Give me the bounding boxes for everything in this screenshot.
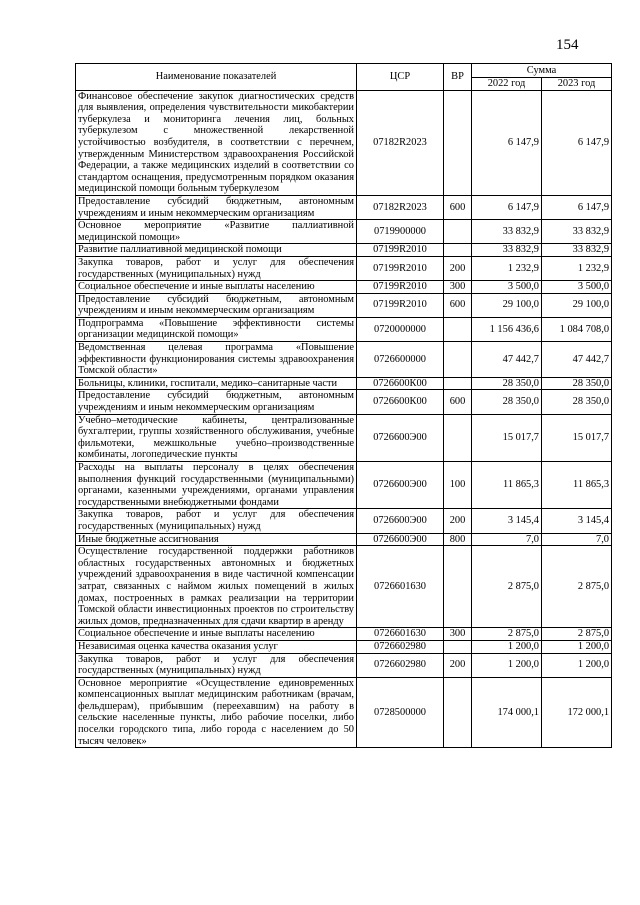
row-sum-2022-cell: 1 232,9: [472, 256, 542, 280]
header-year-2023: 2023 год: [542, 78, 612, 91]
row-vr-cell: [444, 377, 472, 390]
row-sum-2023-cell: 1 084 708,0: [542, 317, 612, 341]
row-vr-cell: 600: [444, 390, 472, 414]
row-name-cell: Социальное обеспечение и иные выплаты населению: [76, 281, 357, 294]
row-name-cell: Независимая оценка качества оказания услуг: [76, 640, 357, 653]
table-row: [76, 462, 612, 509]
row-name-cell: Закупка товаров, работ и услуг для обеспечения государственных (муниципальных) нужд: [76, 653, 357, 677]
table-row: [76, 90, 612, 195]
header-code: ЦСР: [357, 64, 444, 91]
row-sum-2023-cell: 28 350,0: [542, 390, 612, 414]
table-row: [76, 653, 612, 677]
table-row: [76, 640, 612, 653]
row-name-cell: Подпрограмма «Повышение эффективности системы организации медицинской помощи»: [76, 317, 357, 341]
row-code-cell: 07182R2023: [357, 195, 444, 219]
row-vr-cell: [444, 546, 472, 628]
row-name-cell: Учебно–методические кабинеты, централизованные бухгалтерии, группы хозяйственного обслуживания, учебные фильмотеки, межшкольные учебно–производственные комбинаты, логопедические пункты: [76, 414, 357, 461]
row-code-cell: 07199R2010: [357, 256, 444, 280]
header-year-2022: 2022 год: [472, 78, 542, 91]
table-row: [76, 195, 612, 219]
row-sum-2022-cell: 1 200,0: [472, 640, 542, 653]
row-sum-2023-cell: 6 147,9: [542, 90, 612, 195]
row-sum-2022-cell: 15 017,7: [472, 414, 542, 461]
row-vr-cell: 100: [444, 462, 472, 509]
row-code-cell: 07182R2023: [357, 90, 444, 195]
row-code-cell: 0726600К00: [357, 377, 444, 390]
row-code-cell: 0726602980: [357, 653, 444, 677]
row-sum-2023-cell: 33 832,9: [542, 244, 612, 257]
table-row: [76, 546, 612, 628]
header-sum: Сумма: [472, 64, 612, 78]
row-name-cell: Финансовое обеспечение закупок диагностических средств для выявления, определения чувствительности микобактерии туберкулеза и мониторинга лечения лиц, больных туберкулезом с множественной лекарственной устойчивостью возбудителя, в соответствии с перечнем, утвержденным Министерством здравоохранения Российской Федерации, а также медицинских изделий в соответствии со стандартом оснащения, предусмотренным порядком оказания медицинской помощи больным туберкулезом: [76, 90, 357, 195]
row-vr-cell: [444, 414, 472, 461]
row-vr-cell: 200: [444, 256, 472, 280]
row-vr-cell: 200: [444, 653, 472, 677]
row-sum-2023-cell: 2 875,0: [542, 546, 612, 628]
row-sum-2022-cell: 33 832,9: [472, 220, 542, 244]
row-name-cell: Социальное обеспечение и иные выплаты населению: [76, 628, 357, 641]
row-sum-2022-cell: 6 147,9: [472, 195, 542, 219]
row-code-cell: 0719900000: [357, 220, 444, 244]
table-row: [76, 533, 612, 546]
row-name-cell: Осуществление государственной поддержки работников областных государственных автономных и бюджетных учреждений здравоохранения в виде частичной компенсации затрат, связанных с наймом жилых помещений в жилых домах, построенных в рамках реализации на территории Томской области инвестиционных проектов по строительству жилых домов, предназначенных для сдачи квартир в аренду: [76, 546, 357, 628]
row-vr-cell: 300: [444, 281, 472, 294]
row-code-cell: 0720000000: [357, 317, 444, 341]
row-sum-2023-cell: 2 875,0: [542, 628, 612, 641]
row-sum-2022-cell: 174 000,1: [472, 677, 542, 748]
row-name-cell: Предоставление субсидий бюджетным, автономным учреждениям и иным некоммерческим организациям: [76, 293, 357, 317]
table-row: [76, 390, 612, 414]
row-code-cell: 0726601630: [357, 546, 444, 628]
row-name-cell: Иные бюджетные ассигнования: [76, 533, 357, 546]
row-code-cell: 0726600К00: [357, 390, 444, 414]
row-name-cell: Закупка товаров, работ и услуг для обеспечения государственных (муниципальных) нужд: [76, 256, 357, 280]
row-name-cell: Предоставление субсидий бюджетным, автономным учреждениям и иным некоммерческим организациям: [76, 195, 357, 219]
row-vr-cell: [444, 342, 472, 378]
row-name-cell: Основное мероприятие «Осуществление единовременных компенсационных выплат медицинским работникам (врачам, фельдшерам), прибывшим (переехавшим) на работу в сельские населенные пункты, либо рабочие поселки, либо поселки городского типа, либо города с населением до 50 тысяч человек»: [76, 677, 357, 748]
header-name: Наименование показателей: [76, 64, 357, 91]
row-name-cell: Ведомственная целевая программа «Повышение эффективности функционирования системы здравоохранения Томской области»: [76, 342, 357, 378]
row-sum-2022-cell: 29 100,0: [472, 293, 542, 317]
row-sum-2023-cell: 1 200,0: [542, 640, 612, 653]
row-sum-2023-cell: 47 442,7: [542, 342, 612, 378]
row-sum-2022-cell: 1 200,0: [472, 653, 542, 677]
row-name-cell: Расходы на выплаты персоналу в целях обеспечения выполнения функций государственными (муниципальными) органами, казенными учреждениями, органами управления государственными внебюджетными фондами: [76, 462, 357, 509]
table-header: [76, 64, 612, 91]
table-row: [76, 281, 612, 294]
row-vr-cell: [444, 317, 472, 341]
row-code-cell: 0726600Э00: [357, 414, 444, 461]
row-name-cell: Закупка товаров, работ и услуг для обеспечения государственных (муниципальных) нужд: [76, 509, 357, 533]
row-sum-2023-cell: 11 865,3: [542, 462, 612, 509]
table-body: [76, 90, 612, 748]
row-sum-2023-cell: 15 017,7: [542, 414, 612, 461]
row-sum-2022-cell: 2 875,0: [472, 628, 542, 641]
row-sum-2023-cell: 3 500,0: [542, 281, 612, 294]
table-row: [76, 317, 612, 341]
row-vr-cell: 800: [444, 533, 472, 546]
row-sum-2023-cell: 7,0: [542, 533, 612, 546]
row-code-cell: 07199R2010: [357, 244, 444, 257]
table-row: [76, 509, 612, 533]
table-row: [76, 244, 612, 257]
row-vr-cell: [444, 220, 472, 244]
row-sum-2022-cell: 11 865,3: [472, 462, 542, 509]
row-code-cell: 0726600Э00: [357, 462, 444, 509]
row-sum-2022-cell: 1 156 436,6: [472, 317, 542, 341]
row-sum-2022-cell: 28 350,0: [472, 390, 542, 414]
row-code-cell: 0726600Э00: [357, 509, 444, 533]
row-name-cell: Больницы, клиники, госпитали, медико–санитарные части: [76, 377, 357, 390]
table-row: [76, 677, 612, 748]
table-row: [76, 220, 612, 244]
row-sum-2022-cell: 3 500,0: [472, 281, 542, 294]
row-code-cell: 0726600000: [357, 342, 444, 378]
header-vr: ВР: [444, 64, 472, 91]
row-sum-2023-cell: 1 232,9: [542, 256, 612, 280]
row-code-cell: 0726600Э00: [357, 533, 444, 546]
table-row: [76, 342, 612, 378]
row-vr-cell: [444, 640, 472, 653]
table-row: [76, 256, 612, 280]
row-code-cell: 0726601630: [357, 628, 444, 641]
row-code-cell: 0726602980: [357, 640, 444, 653]
row-sum-2023-cell: 33 832,9: [542, 220, 612, 244]
row-sum-2022-cell: 47 442,7: [472, 342, 542, 378]
row-vr-cell: 200: [444, 509, 472, 533]
row-code-cell: 07199R2010: [357, 281, 444, 294]
row-name-cell: Предоставление субсидий бюджетным, автономным учреждениям и иным некоммерческим организациям: [76, 390, 357, 414]
row-vr-cell: 600: [444, 195, 472, 219]
row-name-cell: Развитие паллиативной медицинской помощи: [76, 244, 357, 257]
table-row: [76, 414, 612, 461]
row-sum-2023-cell: 28 350,0: [542, 377, 612, 390]
row-sum-2023-cell: 172 000,1: [542, 677, 612, 748]
row-vr-cell: [444, 677, 472, 748]
table-row: [76, 377, 612, 390]
row-code-cell: 0728500000: [357, 677, 444, 748]
row-vr-cell: 300: [444, 628, 472, 641]
page-number: 154: [556, 37, 579, 53]
row-sum-2023-cell: 3 145,4: [542, 509, 612, 533]
row-sum-2023-cell: 6 147,9: [542, 195, 612, 219]
row-sum-2023-cell: 29 100,0: [542, 293, 612, 317]
row-sum-2022-cell: 33 832,9: [472, 244, 542, 257]
row-vr-cell: [444, 90, 472, 195]
row-sum-2022-cell: 3 145,4: [472, 509, 542, 533]
row-sum-2022-cell: 28 350,0: [472, 377, 542, 390]
row-vr-cell: [444, 244, 472, 257]
row-sum-2022-cell: 6 147,9: [472, 90, 542, 195]
table-row: [76, 628, 612, 641]
row-sum-2022-cell: 7,0: [472, 533, 542, 546]
row-sum-2022-cell: 2 875,0: [472, 546, 542, 628]
table-row: [76, 293, 612, 317]
row-vr-cell: 600: [444, 293, 472, 317]
row-name-cell: Основное мероприятие «Развитие паллиативной медицинской помощи»: [76, 220, 357, 244]
row-code-cell: 07199R2010: [357, 293, 444, 317]
budget-table: [75, 63, 612, 748]
row-sum-2023-cell: 1 200,0: [542, 653, 612, 677]
